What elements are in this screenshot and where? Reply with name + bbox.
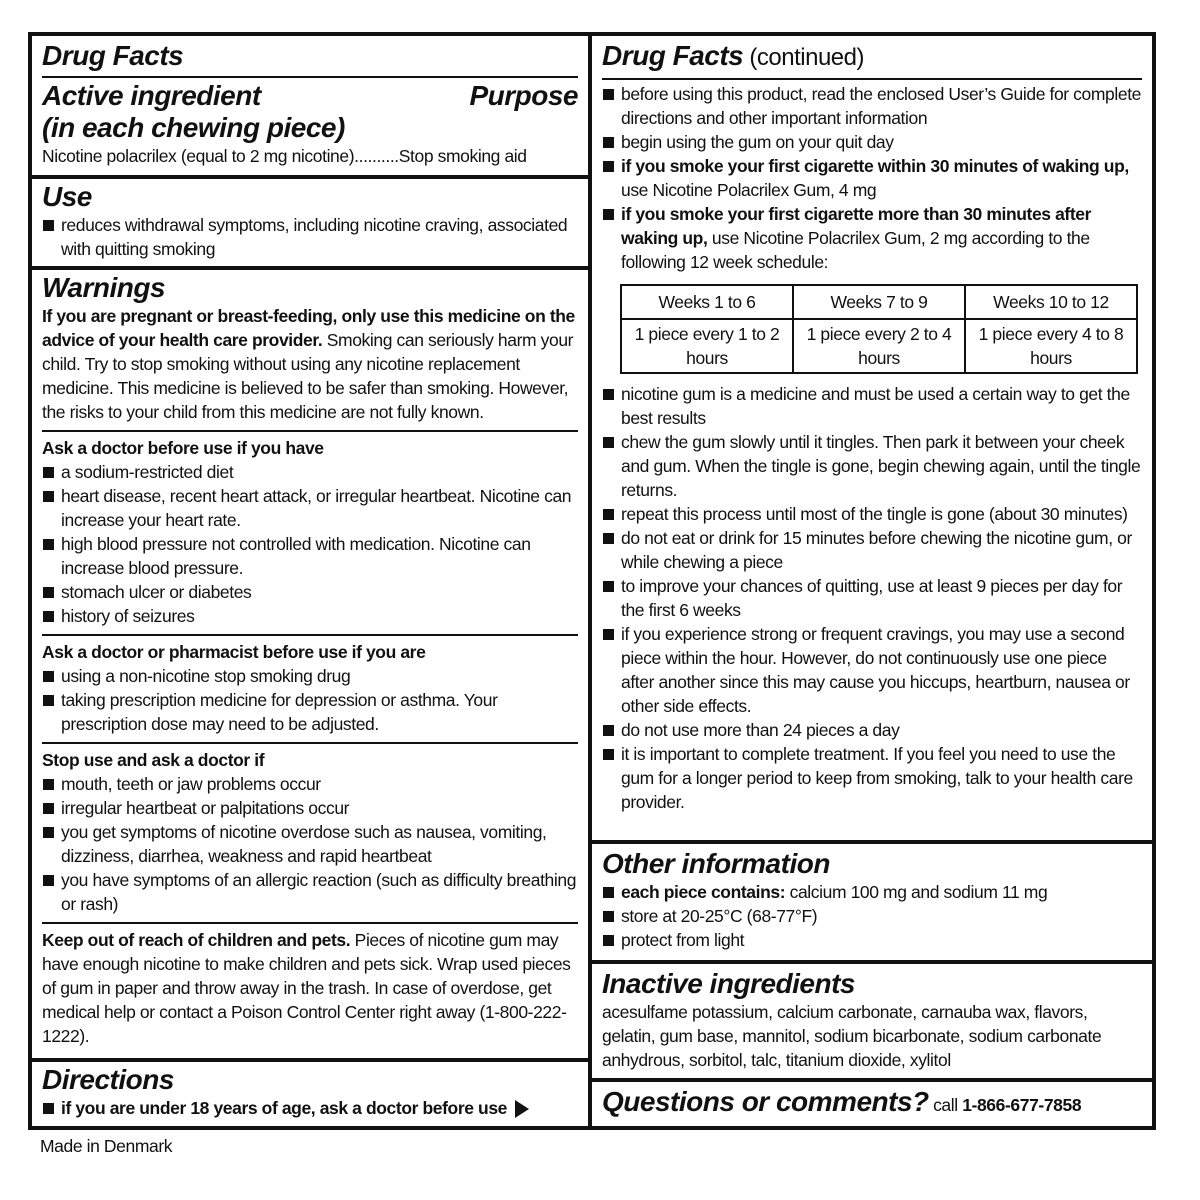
phone-number: 1-866-677-7858	[962, 1095, 1082, 1115]
purpose-heading: Purpose	[469, 80, 578, 111]
use-section	[32, 179, 588, 270]
list-item: do not use more than 24 pieces a day	[602, 718, 1142, 742]
questions-section	[592, 1082, 1152, 1118]
schedule-header: Weeks 7 to 9	[793, 285, 965, 319]
schedule-header: Weeks 10 to 12	[965, 285, 1137, 319]
directions-item: if you are under 18 years of age, ask a doctor before use	[42, 1096, 578, 1120]
list-item: protect from light	[602, 928, 1142, 952]
list-item: you have symptoms of an allergic reaction (such as difficulty breathing or rash)	[42, 868, 578, 916]
stop-use-heading: Stop use and ask a doctor if	[42, 750, 265, 770]
list-item: stomach ulcer or diabetes	[42, 580, 578, 604]
other-information-section	[592, 844, 1152, 964]
dosing-schedule-table	[620, 284, 1138, 374]
list-item: you get symptoms of nicotine overdose such as nausea, vomiting, dizziness, diarrhea, weakness and rapid heartbeat	[42, 820, 578, 868]
continue-arrow-icon	[515, 1100, 529, 1118]
schedule-cell: 1 piece every 2 to 4 hours	[793, 319, 965, 373]
list-item: if you smoke your first cigarette within 30 minutes of waking up, use Nicotine Polacrilex Gum, 4 mg	[602, 154, 1142, 202]
active-ingredient-section	[32, 36, 588, 179]
list-item: high blood pressure not controlled with medication. Nicotine can increase blood pressure.	[42, 532, 578, 580]
drug-facts-title: Drug Facts	[42, 40, 184, 71]
list-item: to improve your chances of quitting, use at least 9 pieces per day for the first 6 weeks	[602, 574, 1142, 622]
list-item: a sodium-restricted diet	[42, 460, 578, 484]
drug-facts-panel	[28, 32, 1156, 1130]
active-ingredient-subheading: (in each chewing piece)	[42, 112, 345, 143]
active-ingredient-heading: Active ingredient	[42, 80, 261, 111]
list-item: begin using the gum on your quit day	[602, 130, 1142, 154]
schedule-cell: 1 piece every 4 to 8 hours	[965, 319, 1137, 373]
list-item: repeat this process until most of the tingle is gone (about 30 minutes)	[602, 502, 1142, 526]
drug-facts-continued-title: Drug Facts (continued)	[602, 40, 864, 71]
right-column	[592, 36, 1152, 1126]
list-item: nicotine gum is a medicine and must be used a certain way to get the best results	[602, 382, 1142, 430]
ask-pharmacist-heading: Ask a doctor or pharmacist before use if you are	[42, 642, 426, 662]
pregnancy-warning: If you are pregnant or breast-feeding, only use this medicine on the advice of your health care provider. Smoking can seriously harm your child. Try to stop smoking without using any nicotine replacement medicine. This medicine is believed to be safer than smoking. However, the risks to your child from this medicine are not fully known.	[42, 306, 575, 422]
list-item: chew the gum slowly until it tingles. Then park it between your cheek and gum. When the tingle is gone, begin chewing again, until the tingle returns.	[602, 430, 1142, 502]
schedule-cell: 1 piece every 1 to 2 hours	[621, 319, 793, 373]
directions-section	[32, 1062, 588, 1120]
ingredient-line: Nicotine polacrilex (equal to 2 mg nicotine)..........Stop smoking aid	[42, 146, 527, 166]
questions-line: Questions or comments? call 1-866-677-7858	[602, 1086, 1082, 1117]
list-item: do not eat or drink for 15 minutes before chewing the nicotine gum, or while chewing a piece	[602, 526, 1142, 574]
inactive-ingredients-heading: Inactive ingredients	[602, 968, 855, 999]
list-item: taking prescription medicine for depression or asthma. Your prescription dose may need to be adjusted.	[42, 688, 578, 736]
schedule-header: Weeks 1 to 6	[621, 285, 793, 319]
list-item: if you smoke your first cigarette more than 30 minutes after waking up, use Nicotine Polacrilex Gum, 2 mg according to the following 12 week schedule:	[602, 202, 1142, 274]
inactive-ingredients-text: acesulfame potassium, calcium carbonate, carnauba wax, flavors, gelatin, gum base, mannitol, sodium bicarbonate, sodium carbonate anhydrous, sorbitol, talc, titanium dioxide, xylitol	[602, 1002, 1102, 1070]
directions-continued-section	[592, 36, 1152, 844]
list-item: heart disease, recent heart attack, or irregular heartbeat. Nicotine can increase your heart rate.	[42, 484, 578, 532]
ask-doctor-heading: Ask a doctor before use if you have	[42, 438, 324, 458]
list-item: if you experience strong or frequent cravings, you may use a second piece within the hour. However, do not continuously use one piece after another since this may cause you hiccups, heartburn, nausea or other side effects.	[602, 622, 1142, 718]
inactive-ingredients-section	[592, 964, 1152, 1082]
list-item: before using this product, read the enclosed User’s Guide for complete directions and other important information	[602, 82, 1142, 130]
list-item: using a non-nicotine stop smoking drug	[42, 664, 578, 688]
use-item: reduces withdrawal symptoms, including nicotine craving, associated with quitting smoking	[42, 213, 578, 261]
left-column	[32, 36, 592, 1126]
list-item: it is important to complete treatment. If you feel you need to use the gum for a longer period to keep from smoking, talk to your health care provider.	[602, 742, 1142, 814]
made-in-label: Made in Denmark	[40, 1136, 173, 1156]
list-item: each piece contains: calcium 100 mg and sodium 11 mg	[602, 880, 1142, 904]
use-heading: Use	[42, 181, 92, 212]
warnings-section	[32, 270, 588, 1062]
list-item: mouth, teeth or jaw problems occur	[42, 772, 578, 796]
list-item: history of seizures	[42, 604, 578, 628]
directions-heading: Directions	[42, 1064, 174, 1095]
other-information-heading: Other information	[602, 848, 830, 879]
list-item: store at 20-25°C (68-77°F)	[602, 904, 1142, 928]
keep-out-of-reach-warning: Keep out of reach of children and pets. Pieces of nicotine gum may have enough nicotine to make children and pets sick. Wrap used pieces of gum in paper and throw away in the trash. In case of overdose, get medical help or contact a Poison Control Center right away (1-800-222-1222).	[42, 930, 571, 1046]
list-item: irregular heartbeat or palpitations occur	[42, 796, 578, 820]
warnings-heading: Warnings	[42, 272, 166, 303]
